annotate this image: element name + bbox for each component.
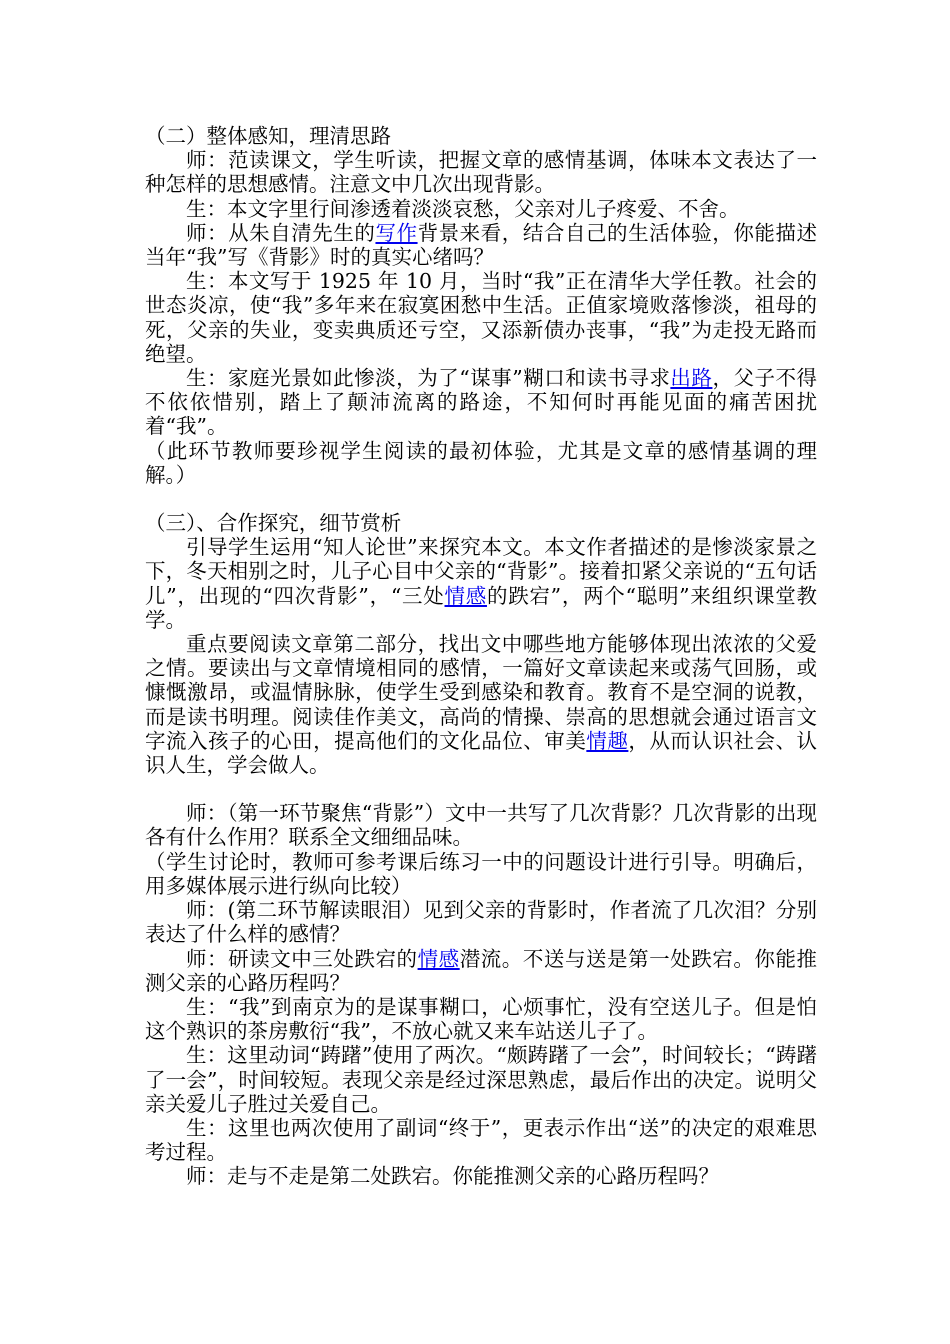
student-paragraph: 生：本文写于 1925 年 10 月，当时“我”正在清华大学任教。社会的世态炎凉，使“我”多年来在寂寞困愁中生活。正值家境败落惨淡，祖母的死，父亲的失业，变卖典质还亏空，又添新债办丧事，“我”为走投无路而绝望。 bbox=[145, 269, 817, 366]
teacher-question bbox=[145, 947, 817, 995]
blank-line bbox=[145, 487, 817, 511]
text-run: 潜流。不送与送是第一处跌宕。你能推测父亲的心路历程吗？ bbox=[145, 946, 818, 995]
teacher-question: 师：走与不走是第二处跌宕。你能推测父亲的心路历程吗？ bbox=[186, 1164, 719, 1189]
student-paragraph bbox=[145, 366, 817, 439]
teacher-question: 师：（第一环节聚焦“背影”）文中一共写了几次背影？几次背影的出现各有什么作用？联系全文细细品味。 bbox=[145, 801, 817, 850]
section-2-heading: （二）整体感知，理清思路 bbox=[145, 124, 391, 148]
text-run: 生：家庭光景如此惨淡，为了“谋事”糊口和读书寻求 bbox=[186, 366, 671, 391]
teacher-paragraph bbox=[145, 221, 817, 269]
link-writing[interactable]: 写作 bbox=[375, 220, 418, 245]
link-emotion[interactable]: 情感 bbox=[417, 946, 460, 971]
document-page bbox=[145, 124, 817, 1189]
text-run: ，父子不得不依依惜别，踏上了颠沛流离的路途，不知何时再能见面的痛苦困扰着“我”。 bbox=[145, 366, 818, 439]
link-outlet[interactable]: 出路 bbox=[670, 366, 713, 391]
text-run: 的跌宕”，两个“聪明”来组织课堂教学。 bbox=[145, 583, 817, 632]
link-emotion[interactable]: 情感 bbox=[444, 583, 487, 608]
teaching-note: （此环节教师要珍视学生阅读的最初体验，尤其是文章的感情基调的理解。） bbox=[145, 438, 817, 487]
student-paragraph: 生：本文字里行间渗透着淡淡哀愁，父亲对儿子疼爱、不舍。 bbox=[186, 196, 740, 221]
teacher-question: 师：(第二环节解读眼泪）见到父亲的背影时，作者流了几次泪？分别表达了什么样的感情？ bbox=[145, 898, 817, 947]
teaching-note: （学生讨论时，教师可参考课后练习一中的问题设计进行引导。明确后，用多媒体展示进行纵向比较） bbox=[145, 849, 817, 898]
student-answer: 生：“我”到南京为的是谋事糊口，心烦事忙，没有空送儿子。但是怕这个熟识的茶房敷衍“我”，不放心就又来车站送儿子了。 bbox=[145, 994, 817, 1044]
guide-paragraph bbox=[145, 535, 817, 632]
blank-line bbox=[145, 777, 817, 801]
student-answer: 生：这里动词“踌躇”使用了两次。“颇踌躇了一会”，时间较长；“踌躇了一会”，时间较短。表现父亲是经过深思熟虑，最后作出的决定。说明父亲关爱儿子胜过关爱自己。 bbox=[145, 1043, 817, 1116]
text-run: 重点要阅读文章第二部分，找出文中哪些地方能够体现出浓浓的父爱之情。要读出与文章情境相同的感情，一篇好文章读起来或荡气回肠，或慷慨激昂，或温情脉脉，使学生受到感染和教育。教育不是空洞的说教，而是读书明理。阅读佳作美文，高尚的情操、崇高的思想就会通过语言文字流入孩子的心田，提高他们的文化品位、审美 bbox=[145, 632, 817, 753]
text-run: ，从而认识社会、认识人生，学会做人。 bbox=[145, 728, 818, 778]
focus-paragraph bbox=[145, 632, 817, 777]
text-run: 背景来看，结合自己的生活体验，你能描述当年“我”写《背影》时的真实心绪吗？ bbox=[145, 220, 818, 270]
text-run: 引导学生运用“知人论世”来探究本文。本文作者描述的是惨淡家景之下，冬天相别之时，儿子心目中父亲的“背影”。接着扣紧父亲说的“五句话儿”，出现的“四次背影”，“三处 bbox=[145, 535, 817, 608]
student-answer: 生：这里也两次使用了副词“终于”，更表示作出“送”的决定的艰难思考过程。 bbox=[145, 1115, 817, 1165]
teacher-paragraph: 师：范读课文，学生听读，把握文章的感情基调，体味本文表达了一种怎样的思想感情。注意文中几次出现背影。 bbox=[145, 148, 817, 197]
section-3-heading: （三）、合作探究，细节赏析 bbox=[145, 511, 402, 536]
text-run: 师：研读文中三处跌宕的 bbox=[186, 946, 418, 971]
link-interest[interactable]: 情趣 bbox=[586, 728, 629, 753]
text-run: 师：从朱自清先生的 bbox=[186, 220, 376, 245]
